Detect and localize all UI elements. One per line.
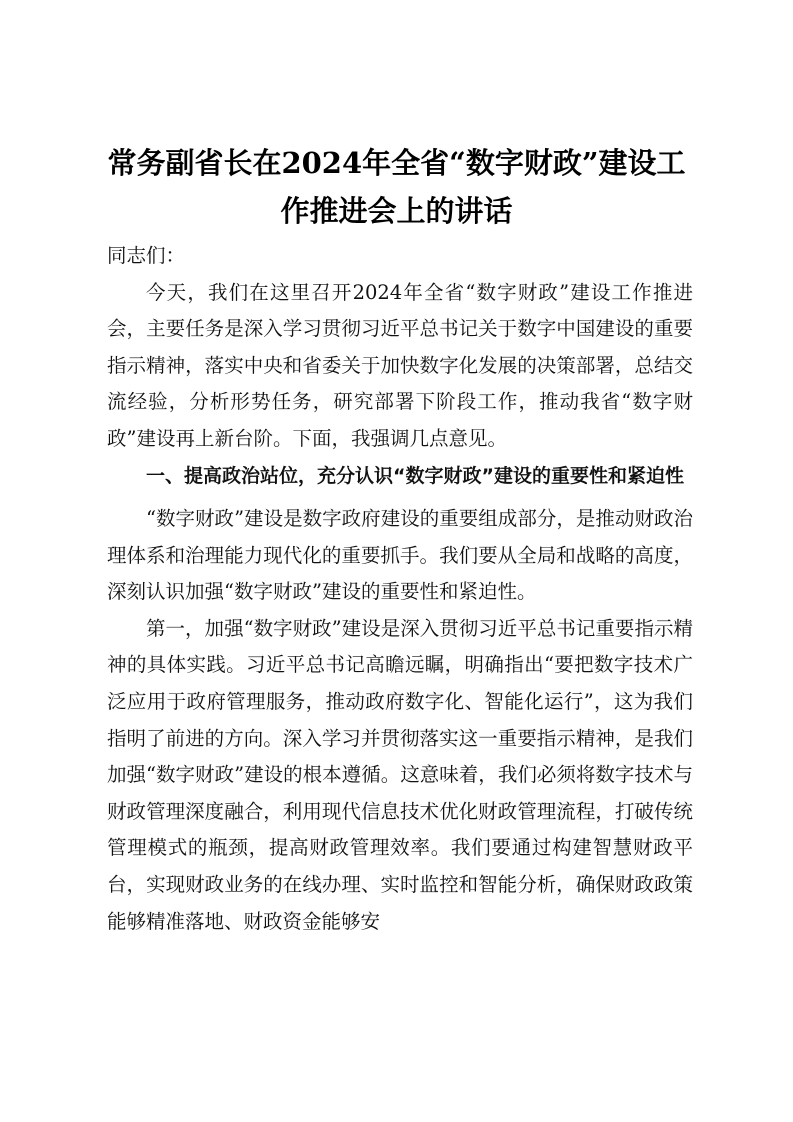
paragraph-section-intro: “数字财政”建设是数字政府建设的重要组成部分，是推动财政治理体系和治理能力现代化的重要抓手。我们要从全局和战略的高度，深刻认识加强“数字财政”建设的重要性和紧迫性。 xyxy=(107,507,693,604)
section-heading-1: 一、提高政治站位，充分认识“数字财政”建设的重要性和紧迫性 xyxy=(146,464,684,487)
document-body xyxy=(107,238,693,940)
salutation: 同志们： xyxy=(107,244,186,267)
paragraph-point-one: 第一，加强“数字财政”建设是深入贯彻习近平总书记重要指示精神的具体实践。习近平总书记高瞻远瞩，明确指出“要把数字技术广泛应用于政府管理服务，推动政府数字化、智能化运行”，这为我们指明了前进的方向。深入学习并贯彻落实这一重要指示精神，是我们加强“数字财政”建设的根本遵循。这意味着，我们必须将数字技术与财政管理深度融合，利用现代信息技术优化财政管理流程，打破传统管理模式的瓶颈，提高财政管理效率。我们要通过构建智慧财政平台，实现财政业务的在线办理、实时监控和智能分析，确保财政政策能够精准落地、财政资金能够安 xyxy=(107,616,693,933)
document-title: 常务副省长在2024年全省“数字财政”建设工作推进会上的讲话 xyxy=(107,146,686,228)
paragraph-intro: 今天，我们在这里召开2024年全省“数字财政”建设工作推进会，主要任务是深入学习贯彻习近平总书记关于数字中国建设的重要指示精神，落实中央和省委关于加快数字化发展的决策部署，总结交流经验，分析形势任务，研究部署下阶段工作，推动我省“数字财政”建设再上新台阶。下面，我强调几点意见。 xyxy=(107,280,693,450)
